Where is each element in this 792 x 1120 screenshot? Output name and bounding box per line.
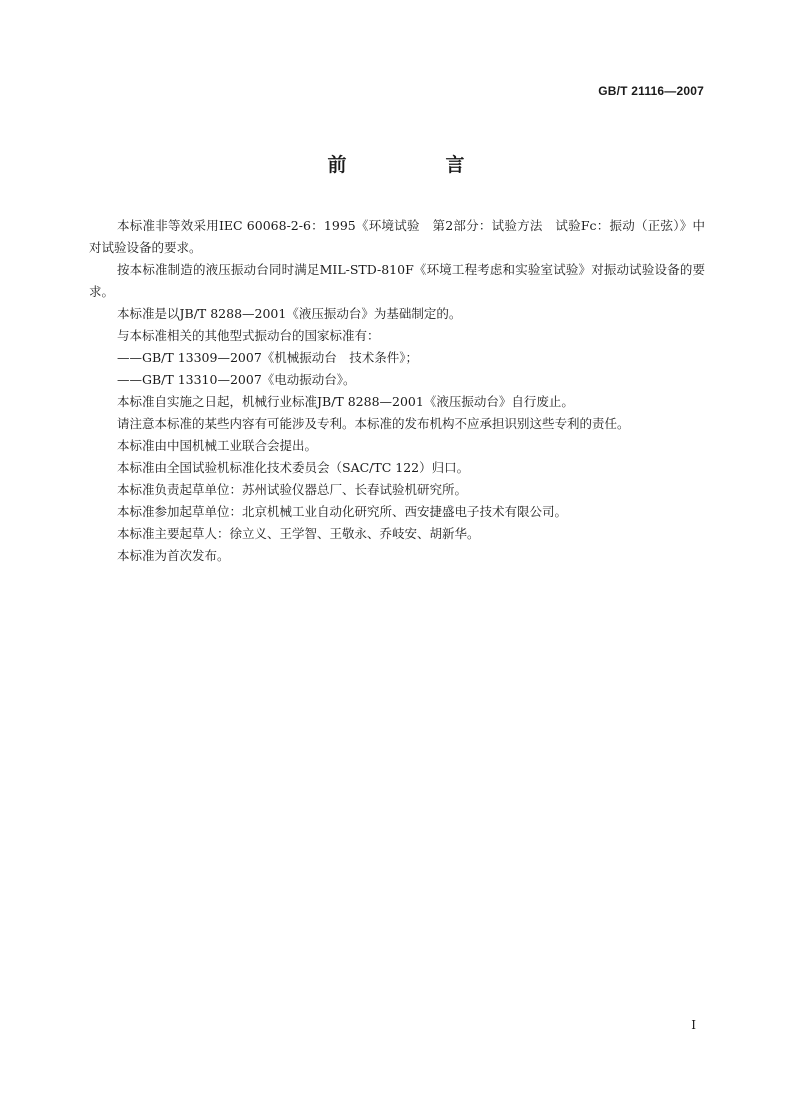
paragraph-first-release: 本标准为首次发布。: [117, 548, 230, 563]
paragraph-drafting-unit: 本标准负责起草单位：苏州试验仪器总厂、长春试验机研究所。: [117, 482, 468, 497]
paragraph-basis: 本标准是以JB/T 8288—2001《液压振动台》为基础制定的。: [117, 306, 462, 321]
paragraph-adoption: 本标准非等效采用IEC 60068-2-6：1995《环境试验 第2部分：试验方法 试验Fc：振动（正弦）》中对试验设备的要求。: [89, 218, 705, 255]
paragraph-compliance: 按本标准制造的液压振动台同时满足MIL-STD-810F《环境工程考虑和实验室试验》对振动试验设备的要求。: [89, 262, 705, 299]
paragraph-related-standards: 与本标准相关的其他型式振动台的国家标准有：: [117, 328, 380, 343]
paragraph-patent: 请注意本标准的某些内容有可能涉及专利。本标准的发布机构不应承担识别这些专利的责任。: [117, 416, 630, 431]
related-standard-item: ——GB/T 13309—2007《机械振动台 技术条件》；: [117, 350, 419, 365]
paragraph-abolish: 本标准自实施之日起，机械行业标准JB/T 8288—2001《液压振动台》自行废止。: [117, 394, 574, 409]
foreword-body: [89, 215, 705, 567]
paragraph-centralized: 本标准由全国试验机标准化技术委员会（SAC/TC 122）归口。: [117, 460, 470, 475]
paragraph-participating-unit: 本标准参加起草单位：北京机械工业自动化研究所、西安捷盛电子技术有限公司。: [117, 504, 568, 519]
page-number: I: [691, 1018, 696, 1032]
related-standard-item: ——GB/T 13310—2007《电动振动台》。: [117, 372, 356, 387]
standard-code: GB/T 21116—2007: [598, 84, 704, 98]
paragraph-proposer: 本标准由中国机械工业联合会提出。: [117, 438, 318, 453]
paragraph-drafters: 本标准主要起草人：徐立义、王学智、王敬永、乔岐安、胡新华。: [117, 526, 480, 541]
page-title: 前 言: [327, 154, 505, 176]
